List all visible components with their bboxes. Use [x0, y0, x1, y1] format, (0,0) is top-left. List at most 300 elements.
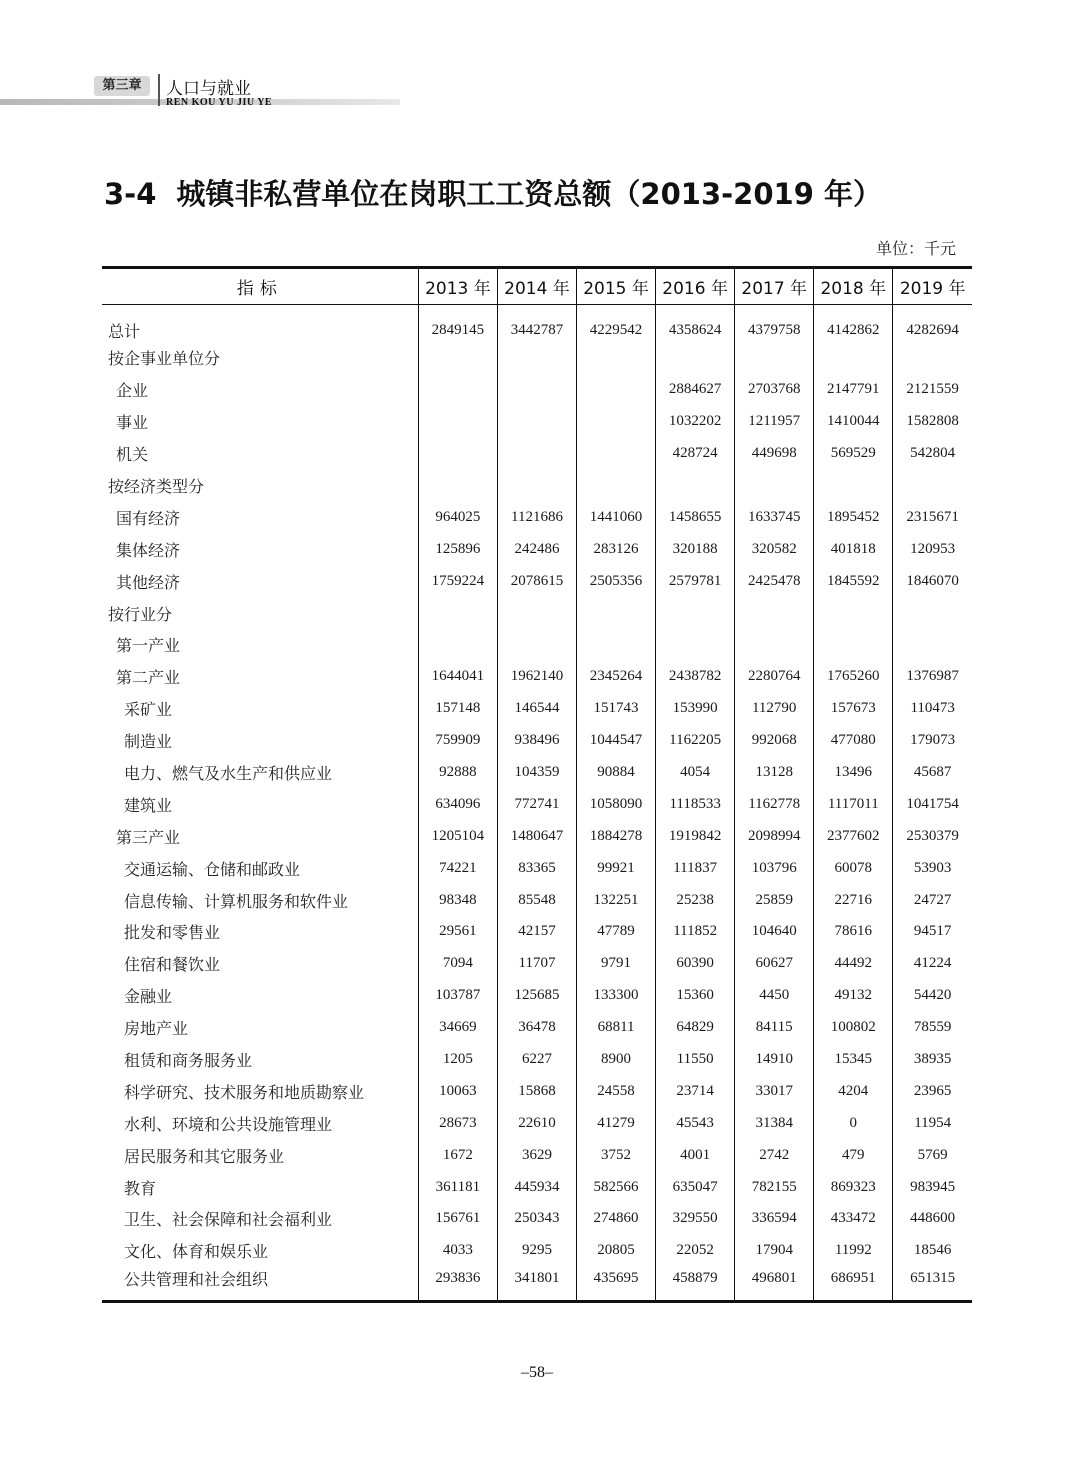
table-cell: 1458655 [656, 501, 735, 533]
table-cell: 22052 [656, 1235, 735, 1267]
table-cell: 8900 [577, 1044, 656, 1076]
table-cell: 24727 [893, 884, 972, 916]
row-label: 文化、体育和娱乐业 [124, 1242, 269, 1262]
table-cell: 45543 [656, 1107, 735, 1139]
row-label: 建筑业 [124, 795, 173, 815]
table-cell: 1846070 [893, 565, 972, 597]
table-cell: 157148 [418, 693, 497, 725]
page-title [104, 172, 882, 213]
table-cell: 1759224 [418, 565, 497, 597]
table-cell [577, 597, 656, 629]
table-cell: 1211957 [735, 406, 814, 438]
table-cell: 1582808 [893, 406, 972, 438]
row-label: 按企事业单位分 [108, 349, 221, 369]
table-cell: 336594 [735, 1203, 814, 1235]
table-cell: 6227 [497, 1044, 576, 1076]
table-row [102, 1171, 972, 1203]
table-cell: 1205104 [418, 820, 497, 852]
table-cell: 11992 [814, 1235, 893, 1267]
table-cell: 54420 [893, 980, 972, 1012]
table-cell: 445934 [497, 1171, 576, 1203]
table-cell: 1480647 [497, 820, 576, 852]
table-row [102, 980, 972, 1012]
table-cell: 84115 [735, 1012, 814, 1044]
row-label: 教育 [124, 1178, 157, 1198]
table-cell: 2377602 [814, 820, 893, 852]
indicator-header: 指标 [102, 268, 418, 305]
table-cell: 179073 [893, 725, 972, 757]
table-row [102, 1267, 972, 1302]
table-cell: 133300 [577, 980, 656, 1012]
table-cell: 24558 [577, 1075, 656, 1107]
table-row [102, 305, 972, 343]
table-cell [893, 597, 972, 629]
table-cell: 1162778 [735, 788, 814, 820]
table-header-row [102, 268, 972, 305]
table-cell: 983945 [893, 1171, 972, 1203]
table-cell: 13128 [735, 757, 814, 789]
table-cell: 772741 [497, 788, 576, 820]
table-cell: 1895452 [814, 501, 893, 533]
table-cell: 10063 [418, 1075, 497, 1107]
table-row [102, 1235, 972, 1267]
table-cell: 2345264 [577, 661, 656, 693]
table-cell [656, 597, 735, 629]
table-cell: 1205 [418, 1044, 497, 1076]
table-row [102, 470, 972, 502]
table-cell: 1032202 [656, 406, 735, 438]
table-cell: 2098994 [735, 820, 814, 852]
table-cell [418, 597, 497, 629]
row-label: 按行业分 [108, 604, 173, 624]
row-label: 公共管理和社会组织 [102, 1267, 418, 1302]
table-row [102, 757, 972, 789]
table-cell: 4001 [656, 1139, 735, 1171]
table-cell: 1765260 [814, 661, 893, 693]
row-label: 住宿和餐饮业 [124, 955, 221, 975]
table-cell: 1845592 [814, 565, 893, 597]
row-label: 房地产业 [124, 1019, 189, 1039]
table-cell [656, 470, 735, 502]
table-cell: 18546 [893, 1235, 972, 1267]
row-label: 科学研究、技术服务和地质勘察业 [124, 1082, 365, 1102]
table-cell: 2530379 [893, 820, 972, 852]
table-cell [735, 470, 814, 502]
table-cell: 242486 [497, 533, 576, 565]
row-label: 电力、燃气及水生产和供应业 [124, 764, 333, 784]
table-cell: 274860 [577, 1203, 656, 1235]
year-header: 2014 年 [497, 268, 576, 305]
table-cell: 2425478 [735, 565, 814, 597]
table-cell: 433472 [814, 1203, 893, 1235]
table-cell: 542804 [893, 438, 972, 470]
table-cell: 22716 [814, 884, 893, 916]
row-label: 卫生、社会保障和社会福利业 [124, 1210, 333, 1230]
table-cell: 104640 [735, 916, 814, 948]
table-cell: 1919842 [656, 820, 735, 852]
wage-table [102, 266, 972, 1303]
table-cell [735, 597, 814, 629]
row-label: 第一产业 [116, 636, 181, 656]
table-cell: 90884 [577, 757, 656, 789]
table-cell [497, 629, 576, 661]
table-cell [497, 374, 576, 406]
table-cell: 13496 [814, 757, 893, 789]
table-cell: 320582 [735, 533, 814, 565]
table-row [102, 725, 972, 757]
table-row [102, 1012, 972, 1044]
table-cell: 1117011 [814, 788, 893, 820]
table-cell: 2703768 [735, 374, 814, 406]
header-title: 人口与就业 [166, 79, 251, 99]
table-cell [893, 342, 972, 374]
table-cell: 0 [814, 1107, 893, 1139]
table-cell: 4054 [656, 757, 735, 789]
table-cell: 2280764 [735, 661, 814, 693]
table-cell: 9791 [577, 948, 656, 980]
table-cell [577, 629, 656, 661]
row-label: 第二产业 [116, 668, 181, 688]
table-cell: 78559 [893, 1012, 972, 1044]
table-cell: 4204 [814, 1075, 893, 1107]
table-row [102, 852, 972, 884]
row-label: 水利、环境和公共设施管理业 [124, 1114, 333, 1134]
table-cell: 92888 [418, 757, 497, 789]
table-cell: 2884627 [656, 374, 735, 406]
table-cell: 120953 [893, 533, 972, 565]
table-cell: 686951 [814, 1267, 893, 1302]
table-cell [418, 470, 497, 502]
table-cell: 33017 [735, 1075, 814, 1107]
table-cell: 47789 [577, 916, 656, 948]
table-cell [656, 629, 735, 661]
table-cell: 1058090 [577, 788, 656, 820]
table-cell: 98348 [418, 884, 497, 916]
table-cell: 2121559 [893, 374, 972, 406]
table-cell [577, 470, 656, 502]
table-cell: 34669 [418, 1012, 497, 1044]
row-label: 机关 [116, 445, 149, 465]
table-cell: 569529 [814, 438, 893, 470]
table-cell: 53903 [893, 852, 972, 884]
table-cell: 964025 [418, 501, 497, 533]
table-cell: 29561 [418, 916, 497, 948]
table-cell: 4142862 [814, 305, 893, 343]
table-cell: 401818 [814, 533, 893, 565]
year-header: 2018 年 [814, 268, 893, 305]
table-cell: 83365 [497, 852, 576, 884]
table-cell: 15868 [497, 1075, 576, 1107]
year-header: 2017 年 [735, 268, 814, 305]
table-cell: 38935 [893, 1044, 972, 1076]
table-cell [418, 342, 497, 374]
row-label: 租赁和商务服务业 [124, 1051, 253, 1071]
table-cell [497, 597, 576, 629]
table-cell: 250343 [497, 1203, 576, 1235]
table-cell: 11550 [656, 1044, 735, 1076]
table-row [102, 501, 972, 533]
table-cell: 15360 [656, 980, 735, 1012]
table-cell: 1441060 [577, 501, 656, 533]
table-row [102, 1107, 972, 1139]
chapter-badge: 第三章 [94, 76, 150, 96]
table-cell: 4379758 [735, 305, 814, 343]
table-cell: 112790 [735, 693, 814, 725]
table-cell [418, 629, 497, 661]
table-cell: 60390 [656, 948, 735, 980]
table-cell: 111852 [656, 916, 735, 948]
table-cell [814, 470, 893, 502]
table-row [102, 1044, 972, 1076]
header-divider [158, 74, 160, 106]
table-cell [577, 438, 656, 470]
table-cell: 28673 [418, 1107, 497, 1139]
row-label: 居民服务和其它服务业 [124, 1146, 285, 1166]
table-cell [577, 342, 656, 374]
table-cell [418, 406, 497, 438]
table-cell: 9295 [497, 1235, 576, 1267]
table-cell: 2742 [735, 1139, 814, 1171]
table-row [102, 438, 972, 470]
table-cell: 448600 [893, 1203, 972, 1235]
table-cell: 2078615 [497, 565, 576, 597]
table-row [102, 884, 972, 916]
row-label: 企业 [116, 381, 149, 401]
table-cell: 634096 [418, 788, 497, 820]
row-label: 总计 [108, 322, 141, 341]
year-header: 2016 年 [656, 268, 735, 305]
table-cell: 2579781 [656, 565, 735, 597]
table-cell: 4282694 [893, 305, 972, 343]
table-title: 城镇非私营单位在岗职工工资总额（2013-2019 年） [176, 177, 882, 211]
year-header: 2015 年 [577, 268, 656, 305]
table-cell: 5769 [893, 1139, 972, 1171]
table-row [102, 1075, 972, 1107]
table-cell: 157673 [814, 693, 893, 725]
table-cell: 1672 [418, 1139, 497, 1171]
table-cell: 329550 [656, 1203, 735, 1235]
row-label: 国有经济 [116, 508, 181, 528]
table-cell [814, 629, 893, 661]
table-cell [497, 406, 576, 438]
table-cell [735, 629, 814, 661]
table-cell: 68811 [577, 1012, 656, 1044]
table-cell [656, 342, 735, 374]
table-cell: 635047 [656, 1171, 735, 1203]
table-cell: 4229542 [577, 305, 656, 343]
table-row [102, 948, 972, 980]
row-label: 交通运输、仓储和邮政业 [124, 859, 301, 879]
table-cell: 759909 [418, 725, 497, 757]
table-cell: 7094 [418, 948, 497, 980]
table-cell: 156761 [418, 1203, 497, 1235]
table-cell: 60627 [735, 948, 814, 980]
table-cell: 85548 [497, 884, 576, 916]
table-cell: 3752 [577, 1139, 656, 1171]
table-cell: 11954 [893, 1107, 972, 1139]
unit-label: 单位：千元 [875, 239, 956, 258]
row-label: 制造业 [124, 732, 173, 752]
table-row [102, 916, 972, 948]
table-cell: 15345 [814, 1044, 893, 1076]
table-cell: 132251 [577, 884, 656, 916]
table-cell: 22610 [497, 1107, 576, 1139]
table-cell: 477080 [814, 725, 893, 757]
table-cell: 41279 [577, 1107, 656, 1139]
running-header [0, 72, 400, 112]
table-cell: 1376987 [893, 661, 972, 693]
table-code: 3-4 [104, 177, 157, 211]
table-cell: 146544 [497, 693, 576, 725]
table-cell: 14910 [735, 1044, 814, 1076]
table-cell: 111837 [656, 852, 735, 884]
row-label: 按经济类型分 [108, 477, 205, 496]
table-cell [418, 438, 497, 470]
table-cell: 151743 [577, 693, 656, 725]
table-cell: 4450 [735, 980, 814, 1012]
table-cell: 651315 [893, 1267, 972, 1302]
table-cell: 992068 [735, 725, 814, 757]
table-row [102, 374, 972, 406]
table-cell: 1041754 [893, 788, 972, 820]
table-cell: 153990 [656, 693, 735, 725]
table-cell: 2315671 [893, 501, 972, 533]
table-cell: 1044547 [577, 725, 656, 757]
table-cell: 2505356 [577, 565, 656, 597]
table-cell [497, 342, 576, 374]
table-cell: 320188 [656, 533, 735, 565]
table-cell: 1962140 [497, 661, 576, 693]
row-label: 信息传输、计算机服务和软件业 [124, 891, 349, 911]
table-row [102, 661, 972, 693]
table-cell [577, 406, 656, 438]
table-cell [893, 629, 972, 661]
table-cell: 25238 [656, 884, 735, 916]
table-cell: 496801 [735, 1267, 814, 1302]
table-cell [735, 342, 814, 374]
table-cell: 110473 [893, 693, 972, 725]
year-header: 2013 年 [418, 268, 497, 305]
table-cell: 49132 [814, 980, 893, 1012]
table-cell: 1644041 [418, 661, 497, 693]
row-label: 其他经济 [116, 572, 181, 592]
page-number: –58– [521, 1364, 553, 1381]
table-cell: 103796 [735, 852, 814, 884]
table-row [102, 820, 972, 852]
table-cell: 104359 [497, 757, 576, 789]
table-cell: 3442787 [497, 305, 576, 343]
table-cell: 3629 [497, 1139, 576, 1171]
table-body [102, 305, 972, 1302]
table-row [102, 342, 972, 374]
table-cell: 1118533 [656, 788, 735, 820]
table-cell: 36478 [497, 1012, 576, 1044]
table-cell: 44492 [814, 948, 893, 980]
table-cell: 17904 [735, 1235, 814, 1267]
table-cell [814, 597, 893, 629]
table-row [102, 788, 972, 820]
table-row [102, 406, 972, 438]
table-cell: 20805 [577, 1235, 656, 1267]
table-cell: 11707 [497, 948, 576, 980]
table-cell: 2147791 [814, 374, 893, 406]
table-cell: 1410044 [814, 406, 893, 438]
row-label: 集体经济 [116, 540, 181, 560]
table-cell: 42157 [497, 916, 576, 948]
table-cell: 99921 [577, 852, 656, 884]
table-cell: 31384 [735, 1107, 814, 1139]
table-cell: 449698 [735, 438, 814, 470]
table-cell: 125685 [497, 980, 576, 1012]
table-cell: 1121686 [497, 501, 576, 533]
table-cell: 283126 [577, 533, 656, 565]
table-cell: 361181 [418, 1171, 497, 1203]
table-cell [497, 470, 576, 502]
table-cell: 341801 [497, 1267, 576, 1302]
row-label: 批发和零售业 [124, 923, 221, 943]
table-cell: 938496 [497, 725, 576, 757]
table-cell: 78616 [814, 916, 893, 948]
table-cell [814, 342, 893, 374]
table-cell: 582566 [577, 1171, 656, 1203]
table-cell: 2849145 [418, 305, 497, 343]
table-cell: 458879 [656, 1267, 735, 1302]
row-label: 第三产业 [116, 827, 181, 847]
table-cell: 479 [814, 1139, 893, 1171]
table-cell: 4033 [418, 1235, 497, 1267]
table-cell: 2438782 [656, 661, 735, 693]
table-cell [497, 438, 576, 470]
table-row [102, 629, 972, 661]
table-row [102, 1203, 972, 1235]
table-cell: 41224 [893, 948, 972, 980]
table-cell: 1884278 [577, 820, 656, 852]
table-cell: 103787 [418, 980, 497, 1012]
table-cell: 4358624 [656, 305, 735, 343]
table-cell: 60078 [814, 852, 893, 884]
table-cell: 435695 [577, 1267, 656, 1302]
table-row [102, 1139, 972, 1171]
table-cell: 869323 [814, 1171, 893, 1203]
table-cell: 74221 [418, 852, 497, 884]
table-cell: 23714 [656, 1075, 735, 1107]
table-cell [893, 470, 972, 502]
table-cell: 45687 [893, 757, 972, 789]
header-pinyin: REN KOU YU JIU YE [166, 97, 273, 108]
row-label: 采矿业 [124, 700, 173, 720]
table-row [102, 597, 972, 629]
table-cell: 782155 [735, 1171, 814, 1203]
table-cell: 94517 [893, 916, 972, 948]
table-row [102, 533, 972, 565]
table-cell: 125896 [418, 533, 497, 565]
row-label: 事业 [116, 413, 149, 433]
table-cell: 23965 [893, 1075, 972, 1107]
year-header: 2019 年 [893, 268, 972, 305]
table-cell: 428724 [656, 438, 735, 470]
table-cell: 1162205 [656, 725, 735, 757]
table-cell: 64829 [656, 1012, 735, 1044]
table-cell: 25859 [735, 884, 814, 916]
table-cell: 100802 [814, 1012, 893, 1044]
table-row [102, 693, 972, 725]
table-cell: 1633745 [735, 501, 814, 533]
table-cell: 293836 [418, 1267, 497, 1302]
table-cell [577, 374, 656, 406]
table-row [102, 565, 972, 597]
row-label: 金融业 [124, 987, 173, 1007]
table-cell [418, 374, 497, 406]
